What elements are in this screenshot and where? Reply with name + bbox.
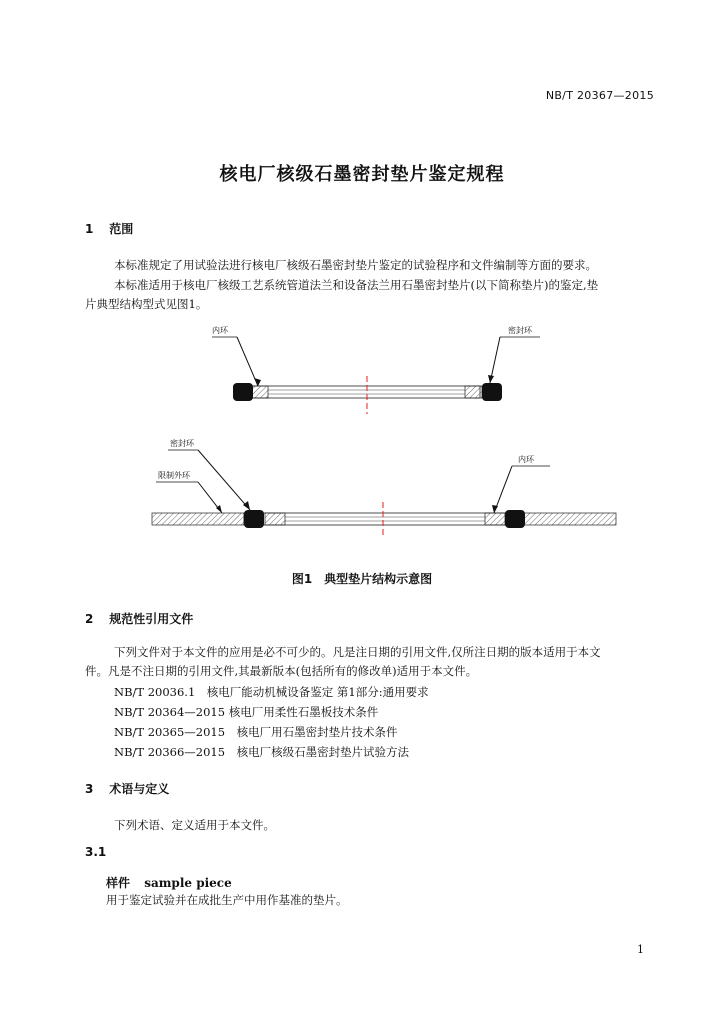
section-number: 2: [85, 612, 94, 626]
inner-ring-hatch-bottom-left: [265, 513, 285, 525]
section-title: 规范性引用文件: [109, 612, 194, 626]
label-inner-ring-bottom: 内环: [518, 455, 534, 464]
terms-intro: 下列术语、定义适用于本文件。: [114, 818, 275, 832]
inner-ring-hatch-right: [465, 386, 482, 398]
normative-paragraph-line-1: 下列文件对于本文件的应用是必不可少的。凡是注日期的引用文件,仅所注日期的版本适用于本文: [114, 645, 601, 659]
scope-paragraph-1: 本标准规定了用试验法进行核电厂核级石墨密封垫片鉴定的试验程序和文件编制等方面的要求。: [114, 258, 597, 272]
outer-ring-left: [152, 513, 244, 525]
inner-ring-hatch-left: [251, 386, 268, 398]
outer-ring-right: [524, 513, 616, 525]
reference-item: NB/T 20364—2015 核电厂用柔性石墨板技术条件: [114, 705, 379, 719]
reference-item: NB/T 20365—2015 核电厂用石墨密封垫片技术条件: [114, 725, 398, 739]
document-title: 核电厂核级石墨密封垫片鉴定规程: [219, 164, 505, 185]
section-title: 范围: [109, 222, 134, 236]
bottom-gasket-drawing: [152, 438, 616, 538]
section-title: 术语与定义: [109, 782, 170, 796]
section-number: 3: [85, 782, 94, 796]
normative-paragraph-line-2: 件。凡是不注日期的引用文件,其最新版本(包括所有的修改单)适用于本文件。: [85, 664, 478, 678]
label-seal-ring-bottom: 密封环: [170, 439, 194, 448]
section-2-heading: [85, 610, 193, 627]
term-number: 3.1: [85, 845, 107, 859]
term-name-cn: 样件: [106, 876, 131, 890]
term-name-en: sample piece: [144, 876, 232, 890]
seal-ring-bottom-right: [505, 510, 525, 528]
seal-ring-right: [482, 383, 502, 401]
reference-item: NB/T 20036.1 核电厂能动机械设备鉴定 第1部分:通用要求: [114, 685, 429, 699]
section-1-heading: [85, 220, 133, 237]
seal-ring-bottom-left: [244, 510, 264, 528]
reference-item: NB/T 20366—2015 核电厂核级石墨密封垫片试验方法: [114, 745, 410, 759]
page-number: 1: [637, 943, 644, 956]
standard-number: NB/T 20367—2015: [545, 89, 654, 102]
gasket-figure: [140, 320, 630, 560]
section-number: 1: [85, 222, 94, 236]
inner-ring-hatch-bottom-right: [485, 513, 505, 525]
scope-paragraph-2-line-1: 本标准适用于核电厂核级工艺系统管道法兰和设备法兰用石墨密封垫片(以下简称垫片)的鉴定,垫: [114, 278, 599, 292]
label-seal-ring-top: 密封环: [508, 326, 532, 335]
top-gasket-drawing: [212, 325, 540, 414]
section-3-heading: [85, 780, 169, 797]
seal-ring-left: [233, 383, 253, 401]
scope-paragraph-2-line-2: 片典型结构型式见图1。: [85, 297, 208, 311]
label-outer-ring: 限制外环: [158, 471, 190, 480]
term-heading: [106, 874, 232, 891]
inner-ring-body: [235, 386, 480, 398]
term-definition: 用于鉴定试验并在成批生产中用作基准的垫片。: [106, 893, 348, 907]
inner-ring-body-bottom: [244, 513, 524, 525]
label-inner-ring-top: 内环: [212, 326, 228, 335]
figure-caption: 图1 典型垫片结构示意图: [291, 572, 433, 586]
